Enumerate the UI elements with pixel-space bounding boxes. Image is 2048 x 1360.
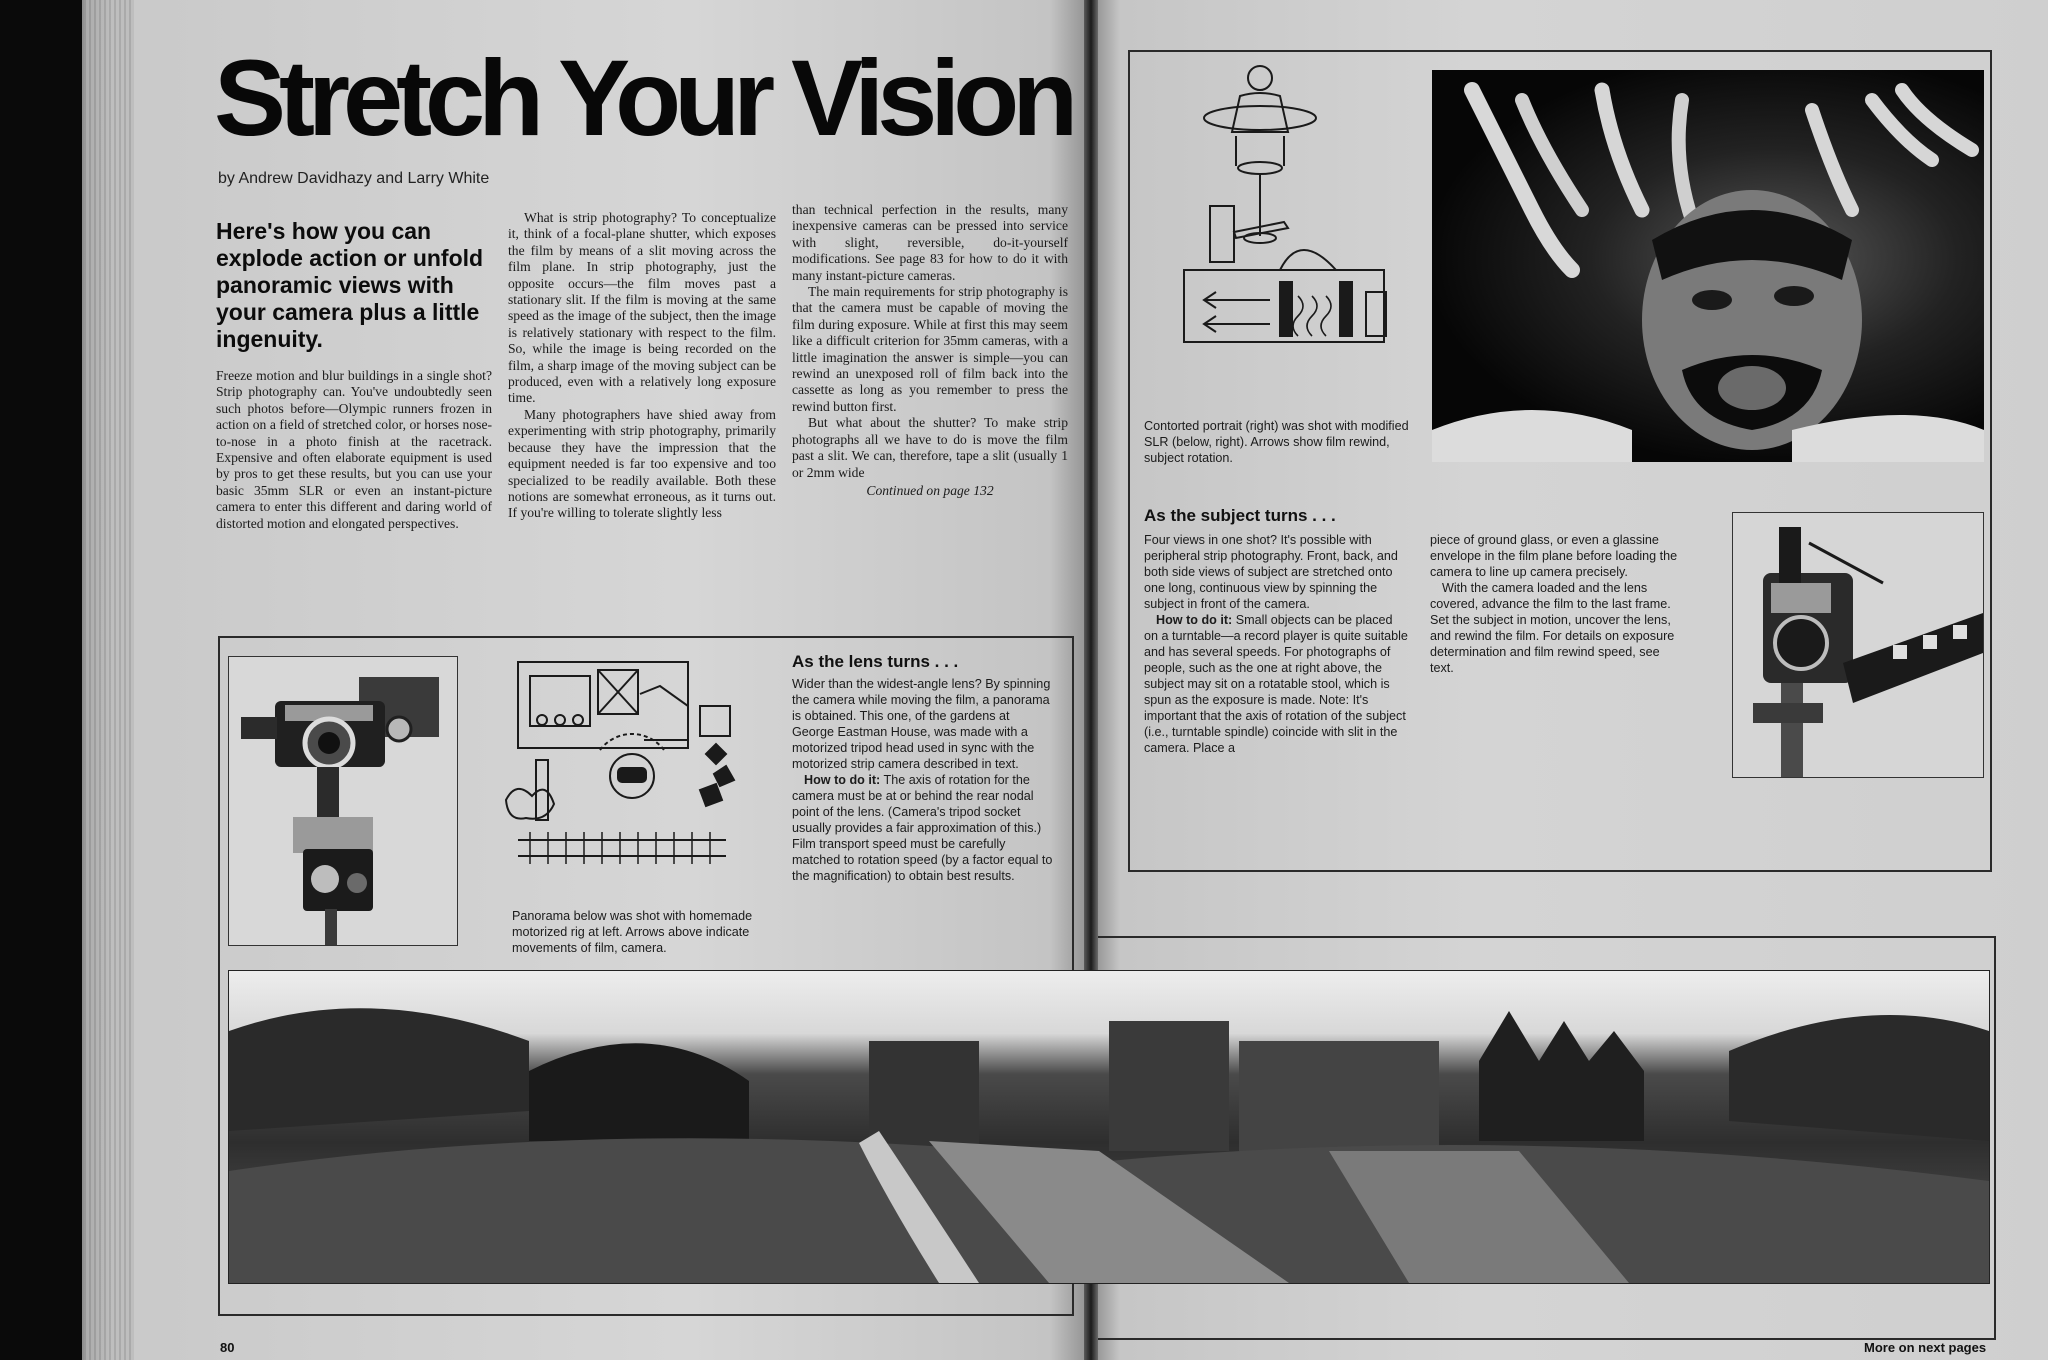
motorized-rig-photo-icon bbox=[228, 656, 458, 946]
slr-camera-icon bbox=[1732, 512, 1984, 778]
body-column-1 bbox=[216, 368, 492, 532]
body-paragraph: But what about the shutter? To make strip photographs all we have to do is move the film past a slit. We can, therefore, tape a slit (usually 1 or 2mm wide bbox=[792, 415, 1068, 480]
byline: by Andrew Davidhazy and Larry White bbox=[218, 170, 490, 187]
portrait-photo-icon bbox=[1432, 70, 1984, 462]
sidebar-paragraph: With the camera loaded and the lens covered, advance the film to the last frame. Set the subject in motion, uncover the lens, and rewind the film. For details on exposure determination and film rewind speed, see text. bbox=[1430, 581, 1675, 675]
sidebar-paragraph: Wider than the widest-angle lens? By spinning the camera while moving the film, a panorama is obtained. This one, of the gardens at George Eastman House, was made with a motorized tripod head used in sync with the motorized strip camera described in text. bbox=[792, 677, 1051, 771]
lens-sidebar-heading: As the lens turns . . . bbox=[792, 652, 959, 671]
portrait-caption: Contorted portrait (right) was shot with modified SLR (below, right). Arrows show film rewind, subject rotation. bbox=[1144, 419, 1409, 465]
howto-label: How to do it: bbox=[1156, 613, 1233, 627]
subject-sidebar-column-1 bbox=[1144, 532, 1410, 756]
body-paragraph: What is strip photography? To conceptualize it, think of a focal-plane shutter, which exposes the film by means of a slit moving across the film plane. In strip photography, just the opposite occurs—the film moves past a stationary slit. If the film is moving at the same speed as the image of the subject, then the image is relatively stationary with respect to the film. So, while the image is being recorded on the film, a sharp image of the moving subject can be produced, even with a relatively long exposure time. bbox=[508, 210, 776, 406]
body-paragraph: than technical perfection in the results, many inexpensive cameras can be pressed into service with slight, reversible, do-it-yourself modifications. See page 83 for how to do it with many instant-picture cameras. bbox=[792, 202, 1068, 283]
subject-sidebar-column-2 bbox=[1430, 532, 1684, 676]
lens-sidebar-body bbox=[792, 676, 1054, 884]
folio-left: 80 bbox=[220, 1340, 235, 1355]
subject-sidebar-heading: As the subject turns . . . bbox=[1144, 506, 1336, 525]
body-paragraph: The main requirements for strip photography is that the camera must be capable of moving the film during exposure. While at first this may seem like a difficult criterion for 35mm cameras, with a little imagination the answer is simple—you can rewind an unexposed roll of film back into the cassette as long as you remember to press the rewind button first. bbox=[792, 284, 1068, 414]
folio-right: More on next pages bbox=[1864, 1340, 1987, 1355]
sidebar-paragraph bbox=[1144, 612, 1410, 756]
body-column-3 bbox=[792, 202, 1068, 499]
stacked-page-edges bbox=[84, 0, 134, 1360]
howto-text: Small objects can be placed on a turntable—a record player is quite suitable and has several speeds. For photographs of people, such as the one at right above, the subject may sit on a rotatable stool, which is spun as the exposure is made. Note: It's important that the axis of rotation of the subject (i.e., turntable spindle) coincide with slit in the camera. Place a bbox=[1144, 613, 1408, 755]
rig-caption: Panorama below was shot with homemade motorized rig at left. Arrows above indicate movements of film, camera. bbox=[512, 909, 753, 955]
body-paragraph: Freeze motion and blur buildings in a single shot? Strip photography can. You've undoubtedly seen such photos before—Olympic runners frozen in action on a field of stretched color, or horses nose-to-nose in a photo finish at the racetrack. Expensive and often elaborate equipment is used by pros to get these results, but you can use your basic 35mm SLR or even an instant-picture camera to enter this different and daring world of distorted motion and elongated perspectives. bbox=[216, 368, 492, 531]
deck: Here's how you can explode action or unfold panoramic views with your camera plus a little ingenuity. bbox=[216, 218, 484, 352]
turntable-diagram-icon bbox=[1140, 56, 1420, 396]
sidebar-paragraph: piece of ground glass, or even a glassine envelope in the film plane before loading the camera to line up camera precisely. bbox=[1430, 533, 1678, 579]
howto-label: How to do it: bbox=[804, 773, 881, 787]
continued-note: Continued on page 132 bbox=[866, 482, 994, 498]
garden-plan-diagram-icon bbox=[500, 650, 746, 872]
sidebar-paragraph: Four views in one shot? It's possible with peripheral strip photography. Front, back, and both side views of subject are stretched onto one long, continuous view by spinning the subject in front of the camera. bbox=[1144, 533, 1398, 611]
howto-text: The axis of rotation for the camera must be at or behind the rear nodal point of the lens. (Camera's tripod socket usually provides a fair approximation of this.) Film transport speed must be carefully matched to rotation speed (by a factor equal to the magnification) to obtain best results. bbox=[792, 773, 1053, 883]
panorama-frame-right bbox=[1098, 936, 1996, 1340]
body-paragraph: Many photographers have shied away from experimenting with strip photography, primarily because they have the impression that the equipment needed is far too expensive and too specialized to be readily available. Both these notions are somewhat erroneous, as it turns out. If you're willing to tolerate slightly less bbox=[508, 406, 776, 521]
sidebar-paragraph bbox=[792, 772, 1054, 884]
headline: Stretch Your Vision bbox=[214, 37, 1072, 158]
body-column-2 bbox=[508, 210, 776, 522]
